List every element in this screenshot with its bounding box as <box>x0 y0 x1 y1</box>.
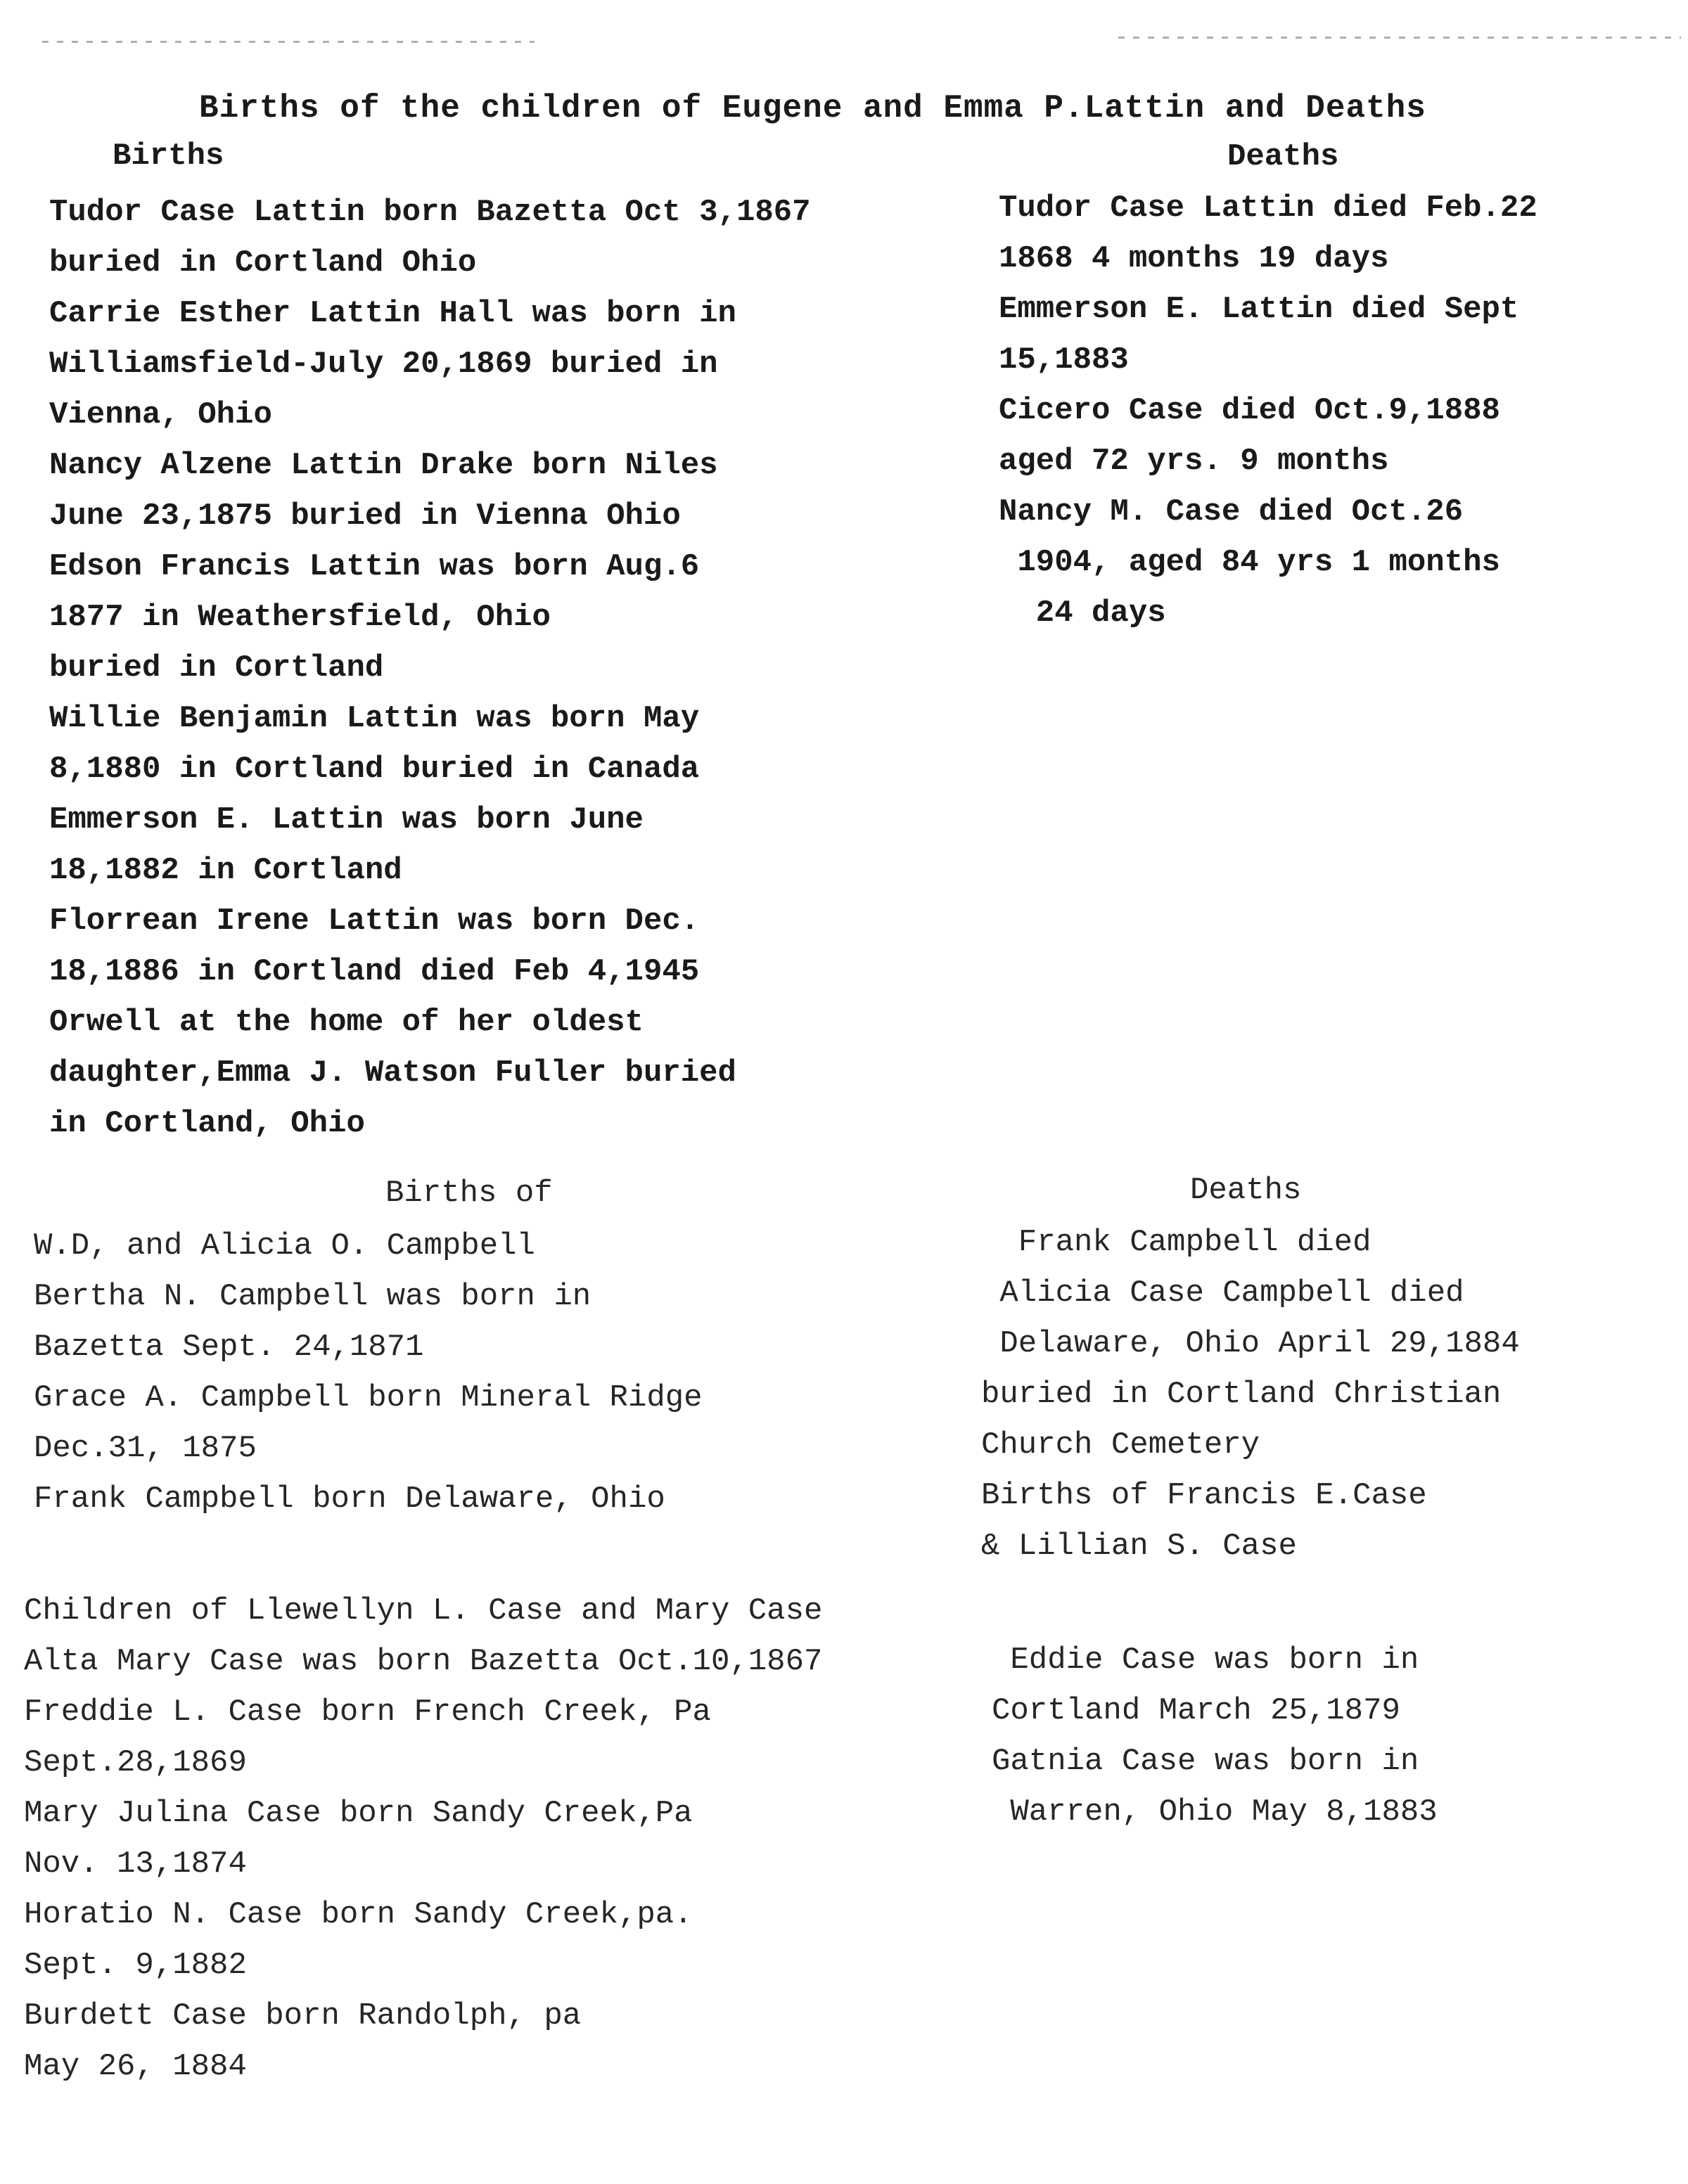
birth-entry-line: in Cortland, Ohio <box>49 1106 365 1141</box>
campbell-birth-entry-line: Frank Campbell born Delaware, Ohio <box>34 1482 665 1517</box>
birth-entry-line: Nancy Alzene Lattin Drake born Niles <box>49 448 718 483</box>
death-entry-line: aged 72 yrs. 9 months <box>999 444 1389 479</box>
case-child-entry-line: Sept.28,1869 <box>24 1745 247 1780</box>
death-entry-line: 24 days <box>999 596 1166 631</box>
case-birth-entry-line: Cortland March 25,1879 <box>992 1693 1400 1728</box>
birth-entry-line: daughter,Emma J. Watson Fuller buried <box>49 1055 736 1091</box>
birth-entry-line: Emmerson E. Lattin was born June <box>49 802 644 837</box>
case-child-entry-line: Nov. 13,1874 <box>24 1846 247 1882</box>
case-child-entry-line: Freddie L. Case born French Creek, Pa <box>24 1695 711 1730</box>
births-of-heading: Births of <box>385 1176 553 1211</box>
birth-entry-line: Florrean Irene Lattin was born Dec. <box>49 904 700 939</box>
death-entry-line: Emmerson E. Lattin died Sept <box>999 292 1519 327</box>
scan-edge-mark <box>42 41 535 43</box>
campbell-deaths-list <box>981 1217 1520 1572</box>
deaths-heading-2: Deaths <box>1190 1173 1302 1208</box>
case-child-entry-line: May 26, 1884 <box>24 2049 247 2084</box>
birth-entry-line: Williamsfield-July 20,1869 buried in <box>49 347 718 382</box>
birth-entry-line: Tudor Case Lattin born Bazetta Oct 3,1867 <box>49 195 811 230</box>
births-heading: Births <box>113 139 224 174</box>
case-child-entry-line: Burdett Case born Randolph, pa <box>24 1998 582 2034</box>
deaths-heading: Deaths <box>1227 139 1339 174</box>
campbell-birth-entry-line: Bertha N. Campbell was born in <box>34 1279 592 1314</box>
births-list <box>49 187 811 1149</box>
campbell-death-entry-line: Frank Campbell died <box>981 1225 1372 1260</box>
birth-entry-line: buried in Cortland <box>49 650 384 686</box>
death-entry-line: 1904, aged 84 yrs 1 months <box>999 545 1500 580</box>
birth-entry-line: June 23,1875 buried in Vienna Ohio <box>49 499 681 534</box>
case-children-list <box>24 1586 822 2092</box>
birth-entry-line: Willie Benjamin Lattin was born May <box>49 701 700 736</box>
birth-entry-line: 8,1880 in Cortland buried in Canada <box>49 752 700 787</box>
campbell-birth-entry-line: Grace A. Campbell born Mineral Ridge <box>34 1380 703 1415</box>
death-entry-line: 15,1883 <box>999 342 1129 378</box>
death-entry-line: Cicero Case died Oct.9,1888 <box>999 393 1500 428</box>
campbell-birth-entry-line: Bazetta Sept. 24,1871 <box>34 1330 424 1365</box>
birth-entry-line: 18,1882 in Cortland <box>49 853 402 888</box>
case-birth-entry-line: Eddie Case was born in <box>992 1643 1419 1678</box>
birth-entry-line: Orwell at the home of her oldest <box>49 1005 644 1040</box>
case-birth-entry-line: Warren, Ohio May 8,1883 <box>992 1794 1438 1830</box>
birth-entry-line: Edson Francis Lattin was born Aug.6 <box>49 549 700 584</box>
case-child-entry-line: Horatio N. Case born Sandy Creek,pa. <box>24 1897 693 1932</box>
campbell-births-list <box>34 1221 703 1524</box>
case-child-entry-line: Children of Llewellyn L. Case and Mary Case <box>24 1593 823 1629</box>
scan-edge-mark <box>1118 37 1681 39</box>
birth-entry-line: buried in Cortland Ohio <box>49 245 477 281</box>
case-child-entry-line: Alta Mary Case was born Bazetta Oct.10,1867 <box>24 1644 823 1679</box>
death-entry-line: 1868 4 months 19 days <box>999 241 1389 276</box>
page-title: Births of the children of Eugene and Emma P.Lattin and Deaths <box>199 90 1426 127</box>
birth-entry-line: 1877 in Weathersfield, Ohio <box>49 600 551 635</box>
campbell-death-entry-line: & Lillian S. Case <box>981 1529 1297 1564</box>
birth-entry-line: Vienna, Ohio <box>49 397 272 432</box>
case-birth-entry-line: Gatnia Case was born in <box>992 1744 1419 1779</box>
campbell-death-entry-line: Church Cemetery <box>981 1427 1260 1463</box>
deaths-list <box>999 183 1537 638</box>
campbell-birth-entry-line: W.D, and Alicia O. Campbell <box>34 1228 535 1264</box>
campbell-death-entry-line: Alicia Case Campbell died <box>981 1276 1464 1311</box>
case-child-entry-line: Mary Julina Case born Sandy Creek,Pa <box>24 1796 693 1831</box>
campbell-death-entry-line: Births of Francis E.Case <box>981 1478 1427 1513</box>
case-births-list <box>992 1635 1438 1837</box>
case-child-entry-line: Sept. 9,1882 <box>24 1948 247 1983</box>
death-entry-line: Tudor Case Lattin died Feb.22 <box>999 191 1537 226</box>
campbell-death-entry-line: Delaware, Ohio April 29,1884 <box>981 1326 1520 1361</box>
campbell-birth-entry-line: Dec.31, 1875 <box>34 1431 257 1466</box>
birth-entry-line: 18,1886 in Cortland died Feb 4,1945 <box>49 954 700 989</box>
birth-entry-line: Carrie Esther Lattin Hall was born in <box>49 296 736 331</box>
death-entry-line: Nancy M. Case died Oct.26 <box>999 494 1464 529</box>
campbell-death-entry-line: buried in Cortland Christian <box>981 1377 1502 1412</box>
